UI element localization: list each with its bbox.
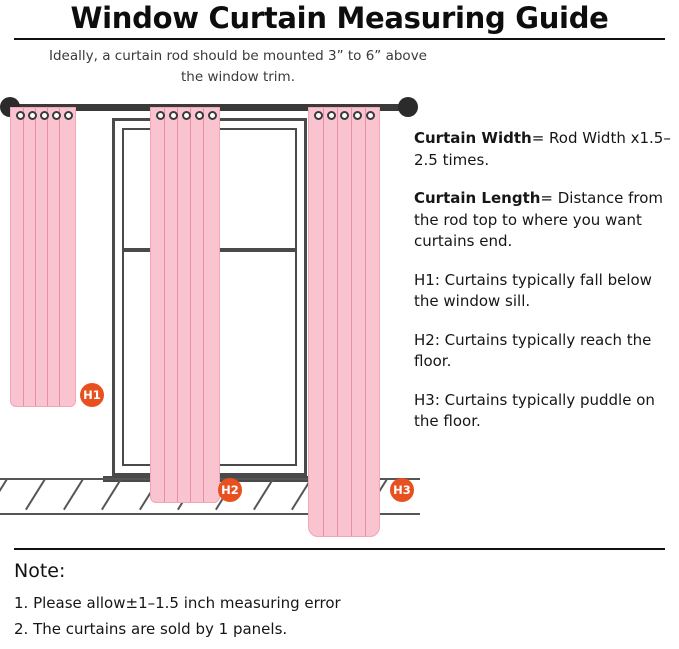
footer-heading: Note:: [14, 560, 66, 582]
curtain-grommet: [52, 111, 61, 120]
note-h3: H3: Curtains typically puddle on the floor.: [414, 390, 655, 430]
bottom-divider: [14, 548, 665, 550]
marker-h3: H3: [390, 478, 414, 502]
page-title: Window Curtain Measuring Guide: [70, 1, 609, 35]
curtain-fold: [59, 108, 60, 406]
curtain-fold: [47, 108, 48, 406]
note-text-curtain-width: = Rod Width x1.5–2.5 times.: [414, 129, 671, 169]
curtain-fold: [177, 108, 178, 502]
note-h1: H1: Curtains typically fall below the window sill.: [414, 270, 652, 310]
note-h2: H2: Curtains typically reach the floor.: [414, 330, 652, 370]
curtain-diagram: [0, 96, 420, 544]
note-curtain-length: [414, 188, 676, 253]
footer-item-2: 2. The curtains are sold by 1 panels.: [14, 620, 288, 638]
marker-h2: H2: [218, 478, 242, 502]
curtain-panel-middle: [150, 107, 220, 503]
curtain-grommet: [28, 111, 37, 120]
curtain-grommet: [16, 111, 25, 120]
curtain-grommet: [195, 111, 204, 120]
curtain-grommet: [156, 111, 165, 120]
footer-note: [14, 554, 665, 642]
curtain-fold: [203, 108, 204, 502]
rod-finial-right: [398, 97, 418, 117]
curtain-grommet: [64, 111, 73, 120]
footer-item-1: 1. Please allow±1–1.5 inch measuring error: [14, 594, 341, 612]
curtain-grommet: [314, 111, 323, 120]
curtain-fold: [190, 108, 191, 502]
curtain-grommet: [327, 111, 336, 120]
curtain-fold: [323, 108, 324, 536]
title-divider: [14, 38, 665, 40]
note-text-curtain-length: = Distance from the rod top to where you want curtains end.: [414, 189, 664, 250]
curtain-panel-left: [10, 107, 76, 407]
curtain-fold: [365, 108, 366, 536]
curtain-fold: [351, 108, 352, 536]
curtain-grommet: [182, 111, 191, 120]
curtain-fold: [164, 108, 165, 502]
curtain-grommet: [169, 111, 178, 120]
curtain-grommet: [353, 111, 362, 120]
measurement-notes: [414, 128, 676, 450]
curtain-panel-right: [308, 107, 380, 537]
curtain-fold: [337, 108, 338, 536]
curtain-grommet: [208, 111, 217, 120]
note-term-curtain-length: Curtain Length: [414, 189, 541, 207]
curtain-grommet: [366, 111, 375, 120]
marker-h1: H1: [80, 383, 104, 407]
note-curtain-width: [414, 128, 676, 171]
curtain-grommet: [340, 111, 349, 120]
rod-mounting-subtitle: Ideally, a curtain rod should be mounted 3” to 6” above the window trim.: [49, 48, 427, 85]
note-term-curtain-width: Curtain Width: [414, 129, 532, 147]
curtain-fold: [35, 108, 36, 406]
curtain-fold: [23, 108, 24, 406]
curtain-grommet: [40, 111, 49, 120]
